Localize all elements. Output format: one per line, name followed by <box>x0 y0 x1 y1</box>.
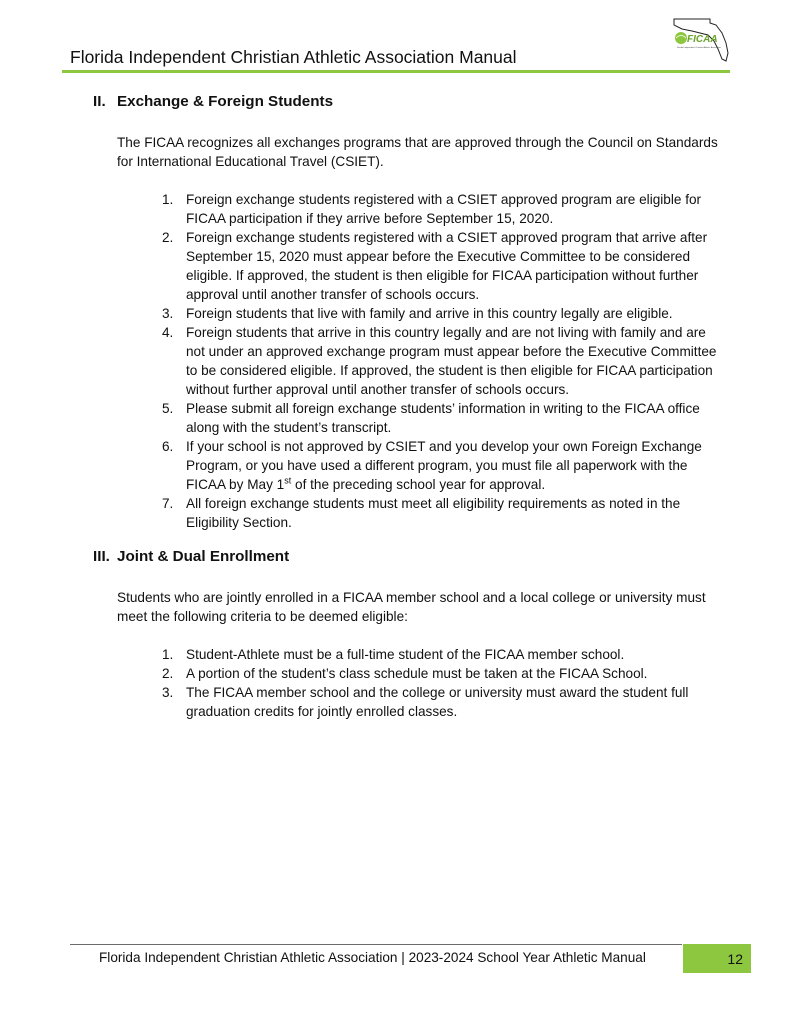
exchange-list <box>162 190 722 532</box>
section-title: Exchange & Foreign Students <box>117 93 334 110</box>
logo-tagline: Florida Independent Christian Athletic Association <box>677 47 721 49</box>
list-item: 3. Foreign students that live with family and arrive in this country legally are eligible. <box>162 306 673 321</box>
ball-icon <box>675 32 687 44</box>
list-item: 1. Foreign exchange students registered with a CSIET approved program are eligible for FICAA participation if they arrive before September 15, 2020. <box>162 192 702 226</box>
logo-text: FICAA <box>687 34 718 45</box>
ficaa-logo <box>670 15 732 65</box>
list-item: 3. The FICAA member school and the college or university must award the student full graduation credits for jointly enrolled classes. <box>162 685 689 719</box>
list-item: 6. If your school is not approved by CSIET and you develop your own Foreign Exchange Program, or you have used a different program, you must file all paperwork with the FICAA by May 1st of the preceding school year for approval. <box>162 439 702 492</box>
joint-list <box>162 645 722 721</box>
section-intro-joint: Students who are jointly enrolled in a FICAA member school and a local college or university must meet the following criteria to be deemed eligible: <box>117 590 706 624</box>
list-item: 1. Student-Athlete must be a full-time student of the FICAA member school. <box>162 647 625 662</box>
footer-text: Florida Independent Christian Athletic Association | 2023-2024 School Year Athletic Manual <box>99 950 646 965</box>
section-numeral: III. <box>93 548 110 565</box>
section-heading-exchange <box>93 93 333 110</box>
list-item: 7. All foreign exchange students must meet all eligibility requirements as noted in the Eligibility Section. <box>162 496 681 530</box>
footer-rule <box>70 944 682 945</box>
section-heading-joint <box>93 548 289 565</box>
list-item: 2. A portion of the student’s class schedule must be taken at the FICAA School. <box>162 666 648 681</box>
list-item: 2. Foreign exchange students registered with a CSIET approved program that arrive after September 15, 2020 must appear before the Executive Committee to be considered eligible. If approved, the student is then eligible for FICAA participation without further approval until another transfer of schools occurs. <box>162 230 708 302</box>
section-title: Joint & Dual Enrollment <box>117 548 290 565</box>
section-numeral: II. <box>93 93 106 110</box>
list-item: 4. Foreign students that arrive in this country legally and are not living with family and are not under an approved exchange program must appear before the Executive Committee to be considered eligible. If approved, the student is then eligible for FICAA participation without further approval until another transfer of schools occurs. <box>162 325 717 397</box>
header-rule <box>62 70 730 73</box>
section-intro-exchange: The FICAA recognizes all exchanges programs that are approved through the Council on Standards for International Educational Travel (CSIET). <box>117 135 718 169</box>
list-item: 5. Please submit all foreign exchange students’ information in writing to the FICAA office along with the student’s transcript. <box>162 401 700 435</box>
header-title: Florida Independent Christian Athletic Association Manual <box>70 47 517 67</box>
page-number: 12 <box>683 944 751 973</box>
